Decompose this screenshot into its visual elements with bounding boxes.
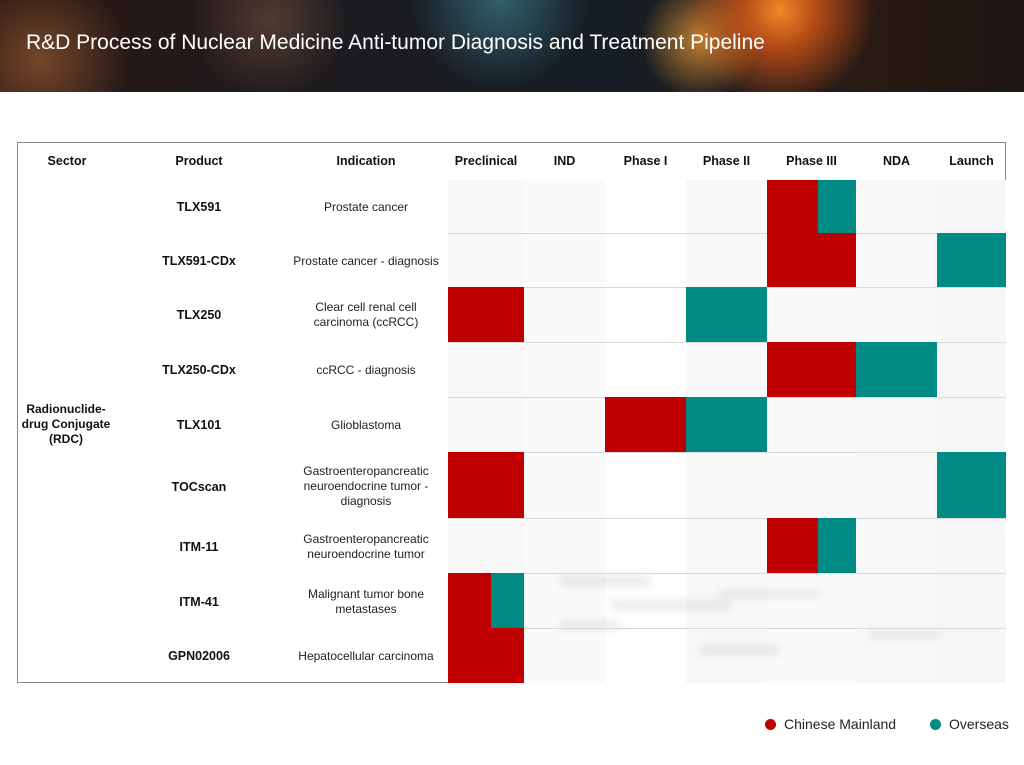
row-separator <box>448 518 1006 519</box>
indication-label: Glioblastoma <box>330 418 402 432</box>
column-band-nda <box>856 180 937 683</box>
stage-cell-overseas <box>818 518 856 573</box>
header-launch: Launch <box>949 154 994 168</box>
stage-cell-overseas <box>818 180 856 233</box>
indication-label: ccRCC - diagnosis <box>316 363 416 377</box>
stage-cell-overseas <box>937 452 1006 518</box>
product-label: TLX101 <box>176 418 222 432</box>
stage-cell-chinese-mainland <box>448 287 524 342</box>
page-title: R&D Process of Nuclear Medicine Anti-tumor Diagnosis and Treatment Pipeline <box>26 31 765 54</box>
header-phase-3: Phase III <box>786 154 837 168</box>
column-band-ind <box>524 180 605 683</box>
product-label: GPN02006 <box>168 649 230 663</box>
product-label: TLX591 <box>176 200 222 214</box>
stage-cell-overseas <box>937 233 1006 287</box>
header-phase-1: Phase I <box>623 154 668 168</box>
stage-cell-chinese-mainland <box>767 518 818 573</box>
indication-label: Gastroenteropancreatic neuroendocrine tumor - diagnosis <box>303 464 429 508</box>
stage-cell-chinese-mainland <box>767 342 856 397</box>
product-label: TOCscan <box>171 480 227 494</box>
row-separator <box>448 573 1006 574</box>
product-label: TLX250-CDx <box>162 363 236 377</box>
shadow-shape <box>610 600 730 610</box>
product-label: TLX591-CDx <box>162 254 236 268</box>
legend-item-chinese-mainland <box>765 716 896 732</box>
header-product: Product <box>175 154 223 168</box>
shadow-shape <box>560 575 650 587</box>
legend-swatch-teal <box>930 719 941 730</box>
indication-label: Prostate cancer <box>323 200 409 214</box>
stage-cell-overseas <box>686 397 767 452</box>
stage-cell-chinese-mainland <box>448 452 524 518</box>
stage-cell-chinese-mainland <box>767 233 856 287</box>
indication-label: Malignant tumor bone metastases <box>307 587 425 616</box>
indication-label: Clear cell renal cell carcinoma (ccRCC) <box>313 300 419 329</box>
sector-label: Radionuclide-drug Conjugate (RDC) <box>21 402 111 446</box>
stage-cell-overseas <box>686 287 767 342</box>
stage-cell-chinese-mainland <box>605 397 686 452</box>
legend-label: Overseas <box>949 716 1009 732</box>
title-banner <box>0 0 1024 92</box>
indication-label: Gastroenteropancreatic neuroendocrine tumor <box>303 532 429 561</box>
row-separator <box>448 233 1006 234</box>
header-preclinical: Preclinical <box>454 154 518 168</box>
shadow-shape <box>700 645 780 655</box>
row-separator <box>448 452 1006 453</box>
indication-label: Hepatocellular carcinoma <box>298 649 434 663</box>
legend-swatch-red <box>765 719 776 730</box>
legend-label: Chinese Mainland <box>784 716 897 732</box>
header-nda: NDA <box>882 154 911 168</box>
header-indication: Indication <box>336 154 396 168</box>
shadow-shape <box>720 590 820 598</box>
legend-item-overseas <box>930 716 1009 732</box>
shadow-shape <box>870 630 940 638</box>
product-label: ITM-41 <box>179 595 219 609</box>
stage-cell-overseas <box>856 342 937 397</box>
product-label: ITM-11 <box>179 540 219 554</box>
header-phase-2: Phase II <box>702 154 751 168</box>
row-separator <box>448 628 1006 629</box>
stage-cell-chinese-mainland <box>448 573 491 628</box>
header-sector: Sector <box>47 154 87 168</box>
product-label: TLX250 <box>176 308 222 322</box>
stage-cell-overseas <box>491 573 524 628</box>
stage-cell-chinese-mainland <box>767 180 818 233</box>
header-ind: IND <box>553 154 576 168</box>
indication-label: Prostate cancer - diagnosis <box>293 254 439 268</box>
stage-cell-chinese-mainland <box>448 628 524 683</box>
